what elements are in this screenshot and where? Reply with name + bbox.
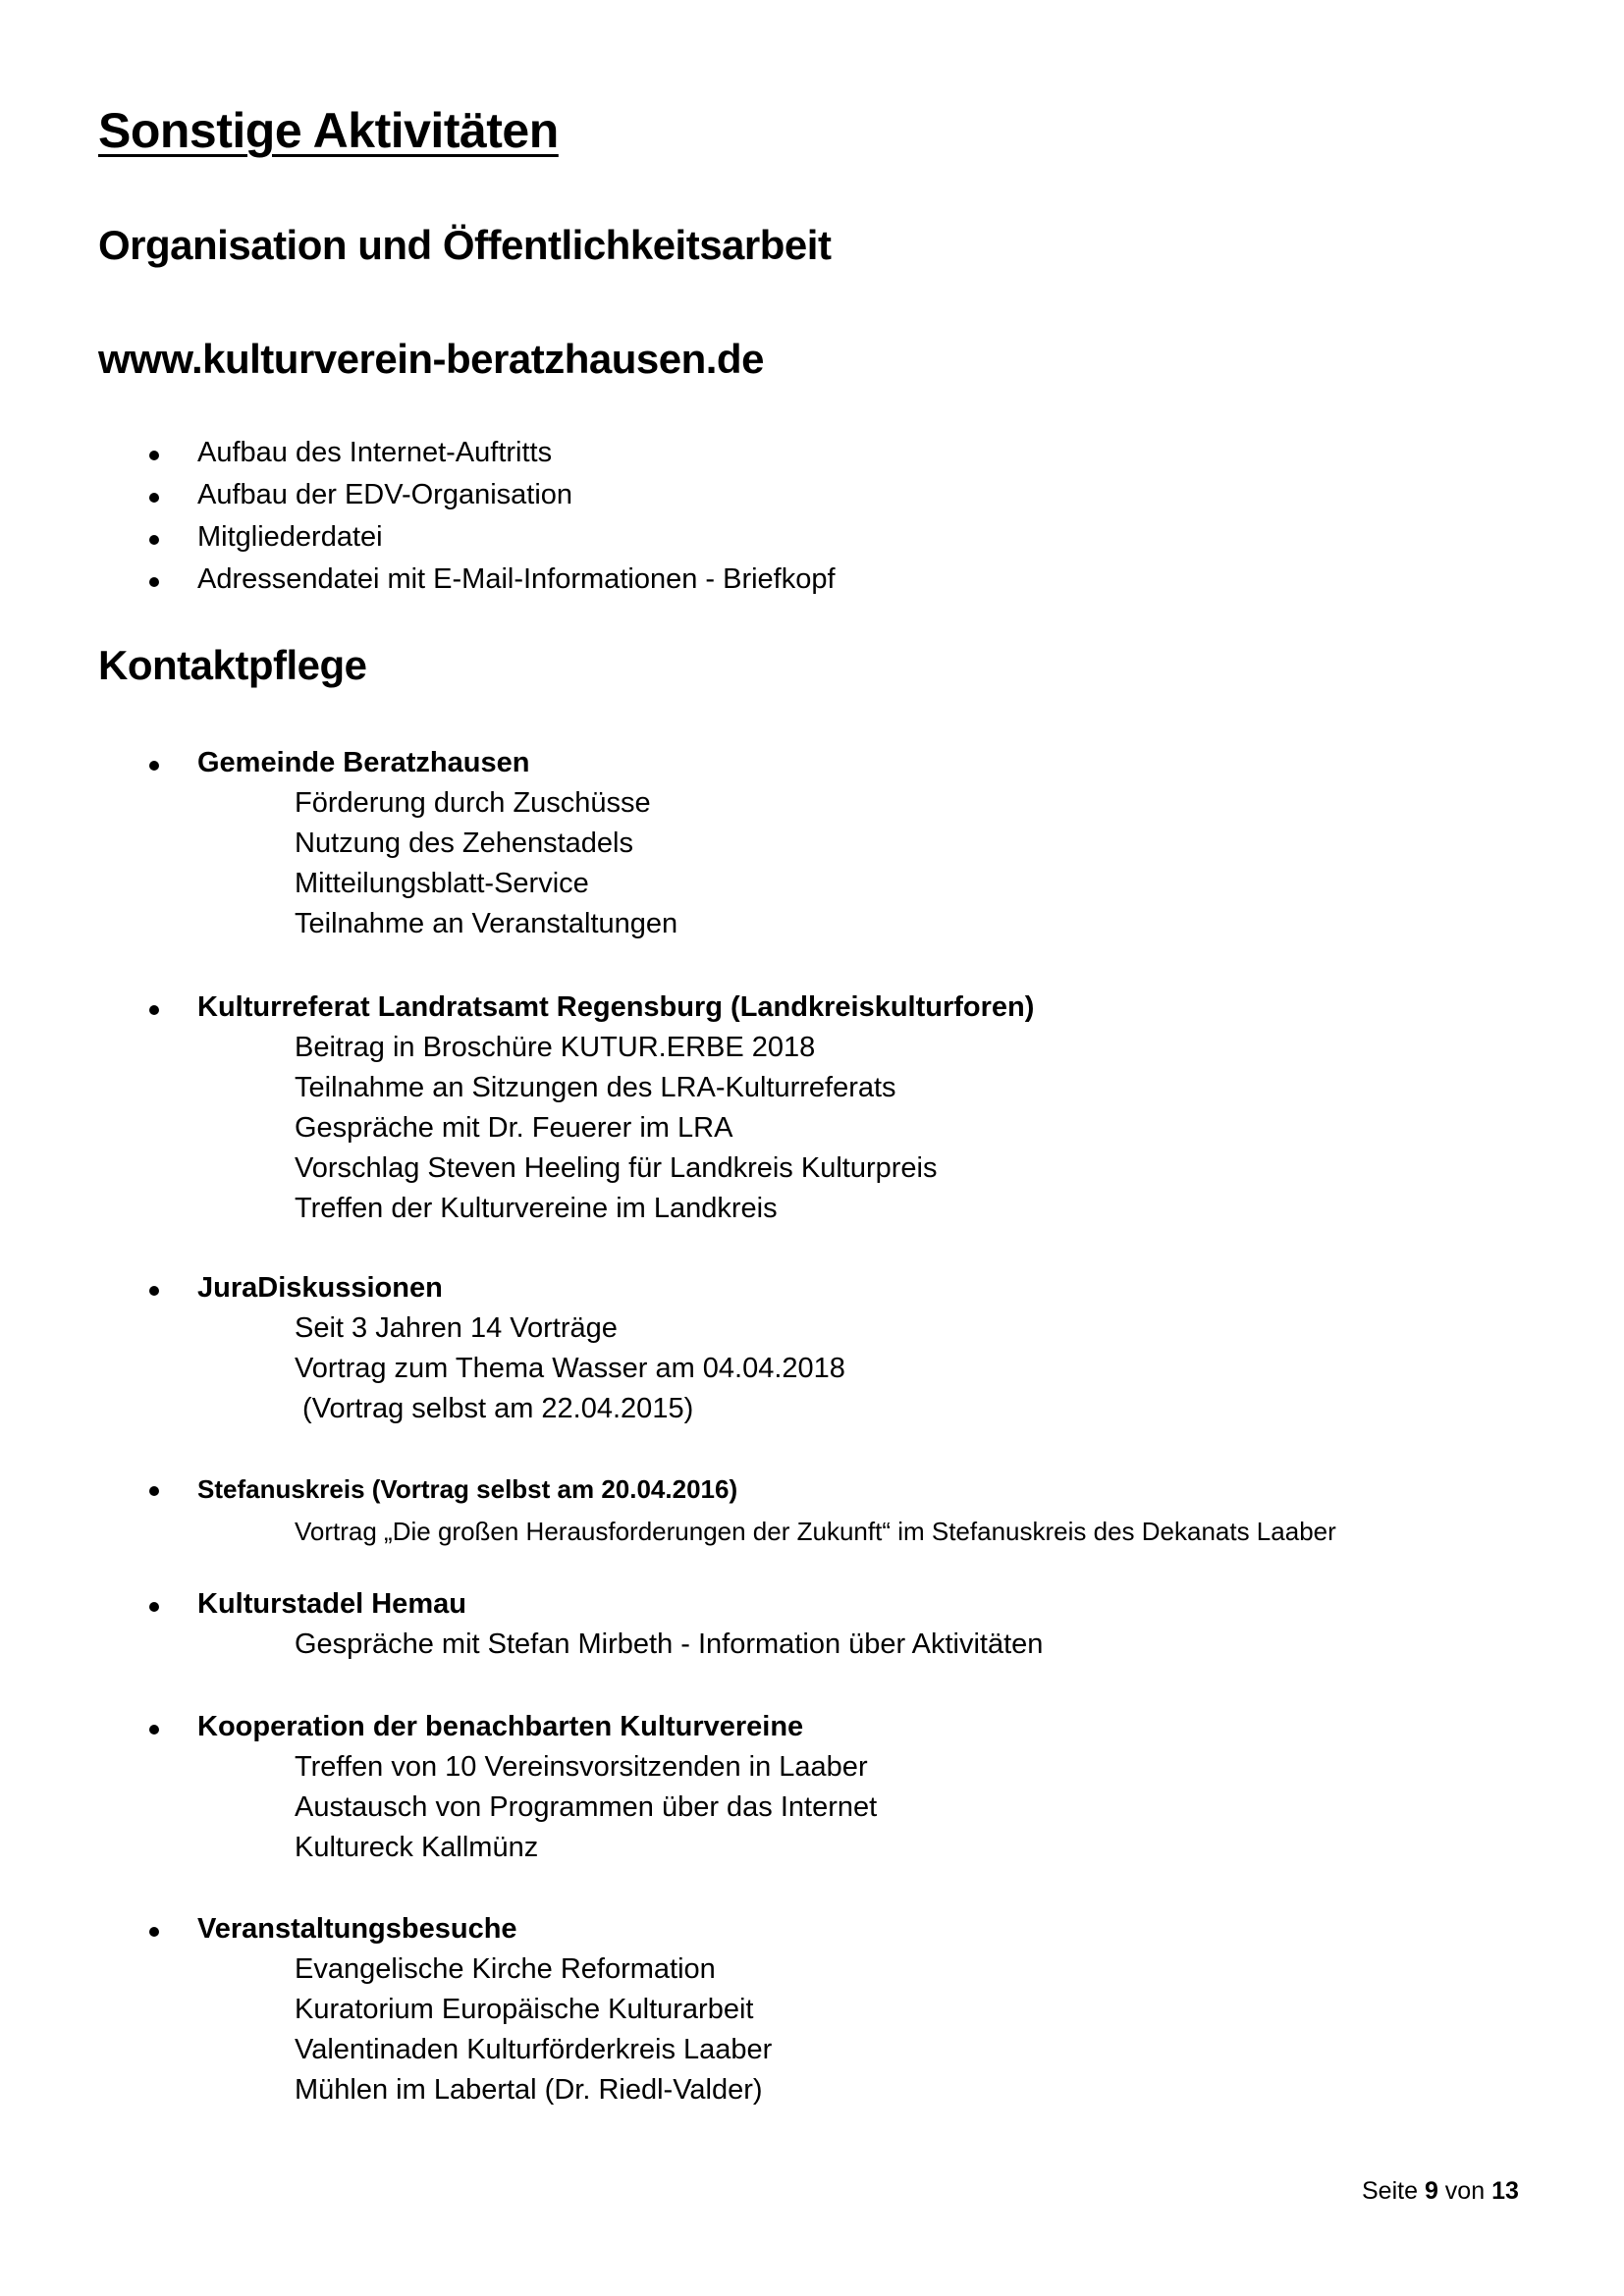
group-item: (Vortrag selbst am 22.04.2015)	[295, 1393, 694, 1424]
group-item: Vortrag zum Thema Wasser am 04.04.2018	[295, 1353, 845, 1384]
section-heading-kontaktpflege: Kontaktpflege	[98, 642, 367, 688]
group-title: Veranstaltungsbesuche	[197, 1913, 517, 1945]
page-of-label: von	[1444, 2177, 1486, 2205]
group-item: Mitteilungsblatt-Service	[295, 868, 589, 899]
bullet-icon	[149, 1725, 159, 1735]
group-item: Vortrag „Die großen Herausforderungen der Zukunft“ im Stefanuskreis des Dekanats Laaber	[295, 1517, 1336, 1546]
group-item: Beitrag in Broschüre KUTUR.ERBE 2018	[295, 1032, 816, 1063]
group-item: Valentinaden Kulturförderkreis Laaber	[295, 2034, 773, 2065]
page-label: Seite	[1362, 2177, 1418, 2205]
group-item: Teilnahme an Veranstaltungen	[295, 908, 678, 939]
group-item: Teilnahme an Sitzungen des LRA-Kulturreferats	[295, 1072, 896, 1103]
bullet-icon	[149, 1486, 159, 1496]
group-item: Gespräche mit Stefan Mirbeth - Information über Aktivitäten	[295, 1629, 1044, 1660]
group-title: Gemeinde Beratzhausen	[197, 747, 530, 778]
bullet-icon	[149, 535, 159, 545]
group-title: Kulturreferat Landratsamt Regensburg (Landkreiskulturforen)	[197, 991, 1035, 1023]
list-item: Adressendatei mit E-Mail-Informationen - Briefkopf	[197, 563, 836, 595]
bullet-icon	[149, 761, 159, 771]
group-item: Evangelische Kirche Reformation	[295, 1953, 716, 1985]
bullet-icon	[149, 493, 159, 503]
group-item: Nutzung des Zehenstadels	[295, 828, 633, 859]
current-page: 9	[1424, 2177, 1438, 2205]
group-item: Kuratorium Europäische Kulturarbeit	[295, 1994, 754, 2025]
list-item: Aufbau der EDV-Organisation	[197, 479, 573, 510]
page-title: Sonstige Aktivitäten	[98, 103, 559, 158]
list-item: Aufbau des Internet-Auftritts	[197, 437, 553, 468]
section-heading-organisation: Organisation und Öffentlichkeitsarbeit	[98, 222, 832, 268]
group-item: Mühlen im Labertal (Dr. Riedl-Valder)	[295, 2074, 763, 2106]
group-title: Kulturstadel Hemau	[197, 1588, 466, 1620]
bullet-icon	[149, 451, 159, 460]
group-item: Treffen der Kulturvereine im Landkreis	[295, 1193, 778, 1224]
bullet-icon	[149, 1286, 159, 1296]
page-number	[1362, 2177, 1519, 2206]
bullet-icon	[149, 1602, 159, 1612]
group-item: Vorschlag Steven Heeling für Landkreis Kulturpreis	[295, 1152, 938, 1184]
bullet-icon	[149, 1005, 159, 1015]
group-title: JuraDiskussionen	[197, 1272, 443, 1304]
group-title: Stefanuskreis (Vortrag selbst am 20.04.2016)	[197, 1474, 738, 1504]
list-item: Mitgliederdatei	[197, 521, 383, 553]
bullet-icon	[149, 577, 159, 587]
group-title: Kooperation der benachbarten Kulturvereine	[197, 1711, 804, 1742]
group-item: Seit 3 Jahren 14 Vorträge	[295, 1312, 618, 1344]
group-item: Austausch von Programmen über das Internet	[295, 1791, 878, 1823]
group-item: Gespräche mit Dr. Feuerer im LRA	[295, 1112, 733, 1144]
group-item: Kultureck Kallmünz	[295, 1832, 539, 1863]
website-heading: www.kulturverein-beratzhausen.de	[98, 336, 764, 382]
total-pages: 13	[1491, 2177, 1519, 2205]
group-item: Treffen von 10 Vereinsvorsitzenden in Laaber	[295, 1751, 868, 1783]
bullet-icon	[149, 1927, 159, 1937]
group-item: Förderung durch Zuschüsse	[295, 787, 651, 819]
